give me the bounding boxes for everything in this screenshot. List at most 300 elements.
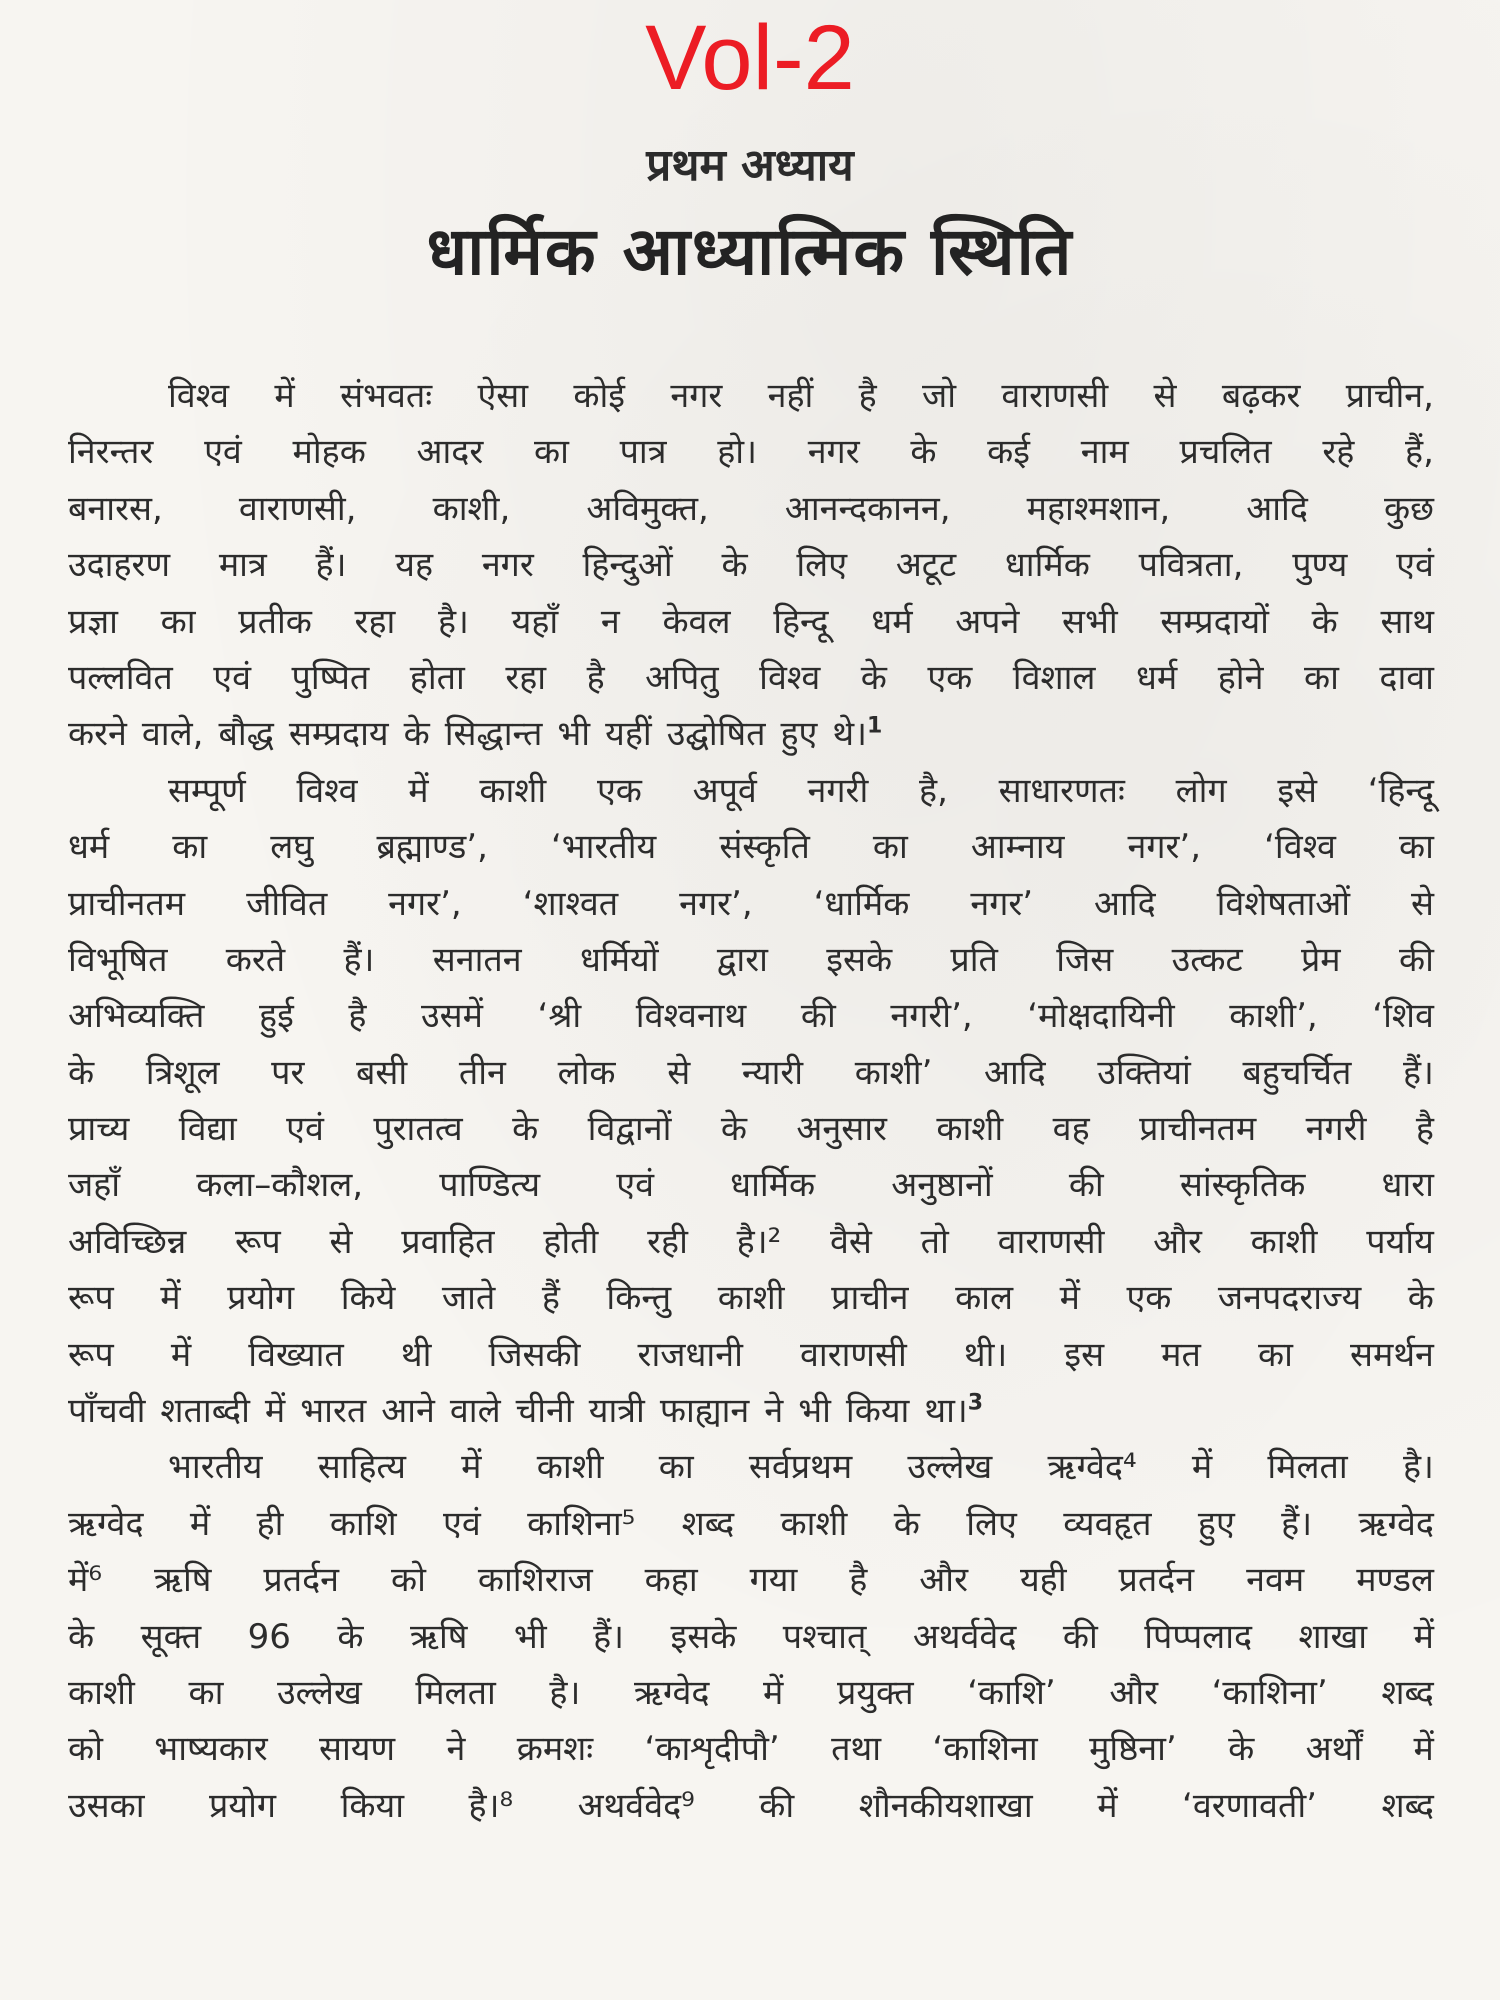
word: राजधानी <box>637 1334 743 1375</box>
word: लिए <box>796 545 848 586</box>
footnote-marker: 1 <box>866 714 883 740</box>
word: पर्याय <box>1366 1221 1434 1262</box>
word: का <box>160 601 196 642</box>
word: आदि <box>984 1052 1046 1093</box>
word: पिप्पलाद <box>1144 1616 1253 1657</box>
word: साथ <box>1380 601 1434 642</box>
word: प्रवाहित <box>401 1221 495 1262</box>
word: थी। <box>963 1334 1008 1375</box>
word: सर्वप्रथम <box>748 1447 853 1488</box>
text-line <box>68 988 1434 1044</box>
word: हुई <box>259 996 294 1037</box>
word: आदि <box>1094 883 1156 924</box>
word: रहा <box>505 657 547 698</box>
text-line <box>68 706 1434 762</box>
word: प्रयोग <box>209 1785 277 1826</box>
word: बहुचर्चित <box>1242 1052 1352 1093</box>
word: ने <box>446 1729 466 1770</box>
word: था।$^3$ <box>924 1390 984 1432</box>
word: से <box>1410 883 1434 924</box>
word: पाँचवी <box>68 1391 146 1432</box>
word: पात्र <box>619 432 667 473</box>
word: ‘काशिना’ <box>1211 1672 1328 1713</box>
word: शताब्दी <box>160 1391 250 1432</box>
word: फाह्यान <box>659 1391 750 1432</box>
word: तो <box>920 1221 949 1262</box>
word: अविमुक्त, <box>586 488 709 529</box>
word: अपितु <box>645 657 719 698</box>
word: ‘शिव <box>1372 996 1434 1037</box>
word: काशी <box>479 770 547 811</box>
word: आदर <box>416 432 484 473</box>
word: शब्द <box>681 1503 735 1544</box>
word: किया <box>845 1391 910 1432</box>
word: पल्लवित <box>68 657 173 698</box>
text-line <box>68 763 1434 819</box>
word: लोग <box>1175 770 1227 811</box>
word: रूप <box>68 1334 114 1375</box>
word: कोई <box>573 376 625 416</box>
word: उल्लेख <box>907 1447 993 1488</box>
word: शब्द <box>1381 1672 1434 1713</box>
word: वैसे <box>830 1221 872 1262</box>
text-line <box>68 1496 1434 1552</box>
word: के <box>337 1616 364 1657</box>
word: समर्थन <box>1350 1334 1434 1375</box>
word: उसमें <box>421 996 483 1037</box>
word: ‘श्री <box>537 996 582 1037</box>
word: नगर’, <box>1127 827 1202 868</box>
word: महाश्मशान, <box>1026 488 1171 529</box>
text-line <box>68 1383 1434 1439</box>
word: है <box>849 1560 868 1601</box>
word: प्रेम <box>1300 939 1341 980</box>
text-line <box>68 819 1434 875</box>
text-line <box>68 1101 1434 1157</box>
word: पुष्पित <box>291 657 370 698</box>
word: और <box>1109 1672 1159 1713</box>
word: प्राचीनतम <box>1139 1109 1257 1150</box>
word: उक्तियां <box>1097 1052 1191 1093</box>
word: वाराणसी, <box>238 488 357 529</box>
word: क्रमशः <box>516 1729 594 1770</box>
word: का <box>533 432 569 473</box>
word: वह <box>1052 1109 1090 1150</box>
word: प्रयुक्त <box>836 1672 914 1713</box>
word: जिस <box>1056 939 1114 980</box>
text-line <box>68 424 1434 480</box>
word: इसे <box>1277 770 1318 811</box>
word: सायण <box>319 1729 396 1770</box>
word: जीवित <box>246 883 328 924</box>
word: है। <box>438 601 469 642</box>
word: ‘काशि’ <box>967 1672 1056 1713</box>
word: भी <box>513 1616 547 1657</box>
word: नगरी <box>807 770 869 811</box>
word: के <box>1407 1278 1434 1319</box>
word: के <box>721 545 748 586</box>
word: एवं <box>1396 545 1434 586</box>
word: सम्पूर्ण <box>168 770 246 811</box>
word: है, <box>919 770 948 811</box>
word: गया <box>749 1560 798 1601</box>
word: है <box>586 657 605 698</box>
word: हो। <box>717 432 757 473</box>
word: सूक्त <box>140 1616 202 1657</box>
word: बनारस, <box>68 488 163 529</box>
word: ब्रह्माण्ड’, <box>376 827 488 868</box>
word: ऋग्वेद <box>1358 1503 1434 1544</box>
word: ऋषि <box>409 1616 468 1657</box>
word: हैं। <box>343 939 375 980</box>
word: इसके <box>826 939 893 980</box>
word: नगर <box>807 432 860 473</box>
word: शाखा <box>1298 1616 1368 1657</box>
word: की <box>1062 1616 1098 1657</box>
word: तथा <box>831 1729 882 1770</box>
word: लघु <box>270 827 314 868</box>
word: हैं। <box>1281 1503 1313 1544</box>
word: मात्र <box>218 545 267 586</box>
chapter-label: प्रथम अध्याय <box>646 140 854 191</box>
word: हैं। <box>1403 1052 1434 1093</box>
word: नहीं <box>767 376 814 416</box>
word: में <box>189 1503 211 1544</box>
word: यहीं <box>605 714 652 755</box>
word: में <box>1413 1729 1434 1770</box>
word: के <box>68 1616 95 1657</box>
word: है <box>1415 1109 1434 1150</box>
word: में <box>408 770 429 811</box>
word: विश्व <box>168 376 230 416</box>
word: आदि <box>1246 488 1308 529</box>
word: धार्मिक <box>730 1165 816 1206</box>
word: धर्म <box>68 827 110 868</box>
word: होता <box>409 657 465 698</box>
word: नाम <box>1080 432 1129 473</box>
text-line <box>68 368 1434 424</box>
word: काशी <box>780 1503 848 1544</box>
word: काशी <box>1250 1221 1318 1262</box>
word: काशी, <box>432 488 511 529</box>
word: काशी <box>717 1278 785 1319</box>
word: का <box>872 827 908 868</box>
word: वाराणसी <box>1001 376 1109 416</box>
word: से <box>329 1221 353 1262</box>
word: पश्चात् <box>782 1616 867 1657</box>
text-line <box>68 1439 1434 1495</box>
word: होती <box>543 1221 599 1262</box>
text-line <box>68 1045 1434 1101</box>
word: आनन्दकानन, <box>784 488 951 529</box>
word: से <box>667 1052 691 1093</box>
word: कला–कौशल, <box>196 1165 364 1206</box>
word: एवं <box>204 432 242 473</box>
word: भी <box>798 1391 831 1432</box>
word: प्राच्य <box>68 1109 130 1150</box>
word: त्रिशूल <box>145 1052 220 1093</box>
word: अथर्ववेद⁹ <box>577 1785 695 1826</box>
word: एवं <box>213 657 252 698</box>
word: सिद्धान्त <box>444 714 543 755</box>
word: को <box>68 1729 103 1770</box>
word: उदाहरण <box>68 545 171 586</box>
word: वाले, <box>141 714 204 755</box>
word: का <box>1399 827 1434 868</box>
word: में <box>1097 1785 1118 1826</box>
word: न्यारी <box>741 1052 804 1093</box>
text-line <box>68 650 1434 706</box>
word: में <box>170 1334 192 1375</box>
word: का <box>1303 657 1339 698</box>
text-line <box>68 1157 1434 1213</box>
text-line <box>68 1327 1434 1383</box>
word: यही <box>1019 1560 1067 1601</box>
word: विभूषित <box>68 939 168 980</box>
word: ने <box>764 1391 784 1432</box>
word: थे।$^1$ <box>832 714 883 755</box>
word: हिन्दुओं <box>582 545 673 586</box>
text-line <box>68 1609 1434 1665</box>
word: का <box>172 827 208 868</box>
word: की <box>1398 939 1434 980</box>
word: काशी <box>536 1447 604 1488</box>
word: मोहक <box>292 432 366 473</box>
word: काशिना⁵ <box>527 1503 636 1544</box>
word: कहा <box>644 1560 698 1601</box>
word: काशी <box>936 1109 1004 1150</box>
word: साहित्य <box>317 1447 406 1488</box>
word: है। <box>549 1672 581 1713</box>
word: विश्व <box>759 657 821 698</box>
word: जिसकी <box>488 1334 581 1375</box>
word: के <box>1311 601 1338 642</box>
text-line <box>68 481 1434 537</box>
word: एवं <box>286 1109 324 1150</box>
word: यहाँ <box>511 601 559 642</box>
word: धर्म <box>871 601 913 642</box>
word: मिलता <box>415 1672 496 1713</box>
word: किया <box>340 1785 405 1826</box>
word: विश्व <box>296 770 358 811</box>
word: सांस्कृतिक <box>1179 1165 1306 1206</box>
word: रूप <box>68 1278 114 1319</box>
word: वाराणसी <box>997 1221 1105 1262</box>
word: में <box>1059 1278 1080 1319</box>
word: द्वारा <box>716 939 768 980</box>
word: ऋग्वेद⁴ <box>1047 1447 1137 1488</box>
word: किये <box>340 1278 396 1319</box>
word: है।⁸ <box>468 1785 514 1826</box>
word: के <box>68 1052 95 1093</box>
text-line <box>68 537 1434 593</box>
word: प्रतर्दन <box>1118 1560 1195 1601</box>
word: नगर <box>481 545 534 586</box>
word: हैं, <box>1405 432 1434 473</box>
word: से <box>1153 376 1177 416</box>
word: की <box>759 1785 795 1826</box>
word: के <box>1228 1729 1255 1770</box>
word: उद्घोषित <box>666 714 766 755</box>
word: ऐसा <box>477 376 529 416</box>
word: वाराणसी <box>799 1334 907 1375</box>
word: अनुसार <box>796 1109 887 1150</box>
word: धार्मिक <box>1004 545 1090 586</box>
word: बसी <box>356 1052 408 1093</box>
word: और <box>1153 1221 1202 1262</box>
word: की <box>800 996 836 1037</box>
word: रहे <box>1322 432 1355 473</box>
word: का <box>1257 1334 1293 1375</box>
word: प्रज्ञा <box>68 601 118 642</box>
word: भाष्यकार <box>154 1729 268 1770</box>
word: पाण्डित्य <box>439 1165 541 1206</box>
word: काशी’ <box>854 1052 933 1093</box>
word: ‘भारतीय <box>550 827 657 868</box>
word: मत <box>1161 1334 1201 1375</box>
word: का <box>658 1447 694 1488</box>
word: हैं। <box>315 545 347 586</box>
word: अविच्छिन्न <box>68 1221 187 1262</box>
text-line <box>68 932 1434 988</box>
word: वाले <box>449 1391 501 1432</box>
word: को <box>391 1560 426 1601</box>
word: अभिव्यक्ति <box>68 996 205 1037</box>
word: प्राचीनतम <box>68 883 186 924</box>
word: हिन्दू <box>773 601 829 642</box>
word: विशेषताओं <box>1216 883 1350 924</box>
chapter-title: धार्मिक आध्यात्मिक स्थिति <box>426 213 1074 290</box>
word: सम्प्रदाय <box>288 714 389 755</box>
word: के <box>403 714 430 755</box>
word: के <box>720 1109 747 1150</box>
word: काशी <box>68 1672 135 1713</box>
word: प्रतीक <box>238 601 312 642</box>
word: है <box>858 376 877 416</box>
text-line <box>68 876 1434 932</box>
word: आम्नाय <box>970 827 1065 868</box>
word: कई <box>987 432 1030 473</box>
word: इसके <box>670 1616 737 1657</box>
word: लिए <box>966 1503 1017 1544</box>
word: और <box>919 1560 968 1601</box>
word: संभवतः <box>340 376 433 416</box>
word: धारा <box>1381 1165 1434 1206</box>
word: ‘धार्मिक <box>813 883 910 924</box>
word: प्राचीन <box>831 1278 909 1319</box>
word: है।² <box>736 1221 782 1262</box>
word: ऋग्वेद <box>68 1503 144 1544</box>
word: अनुष्ठानों <box>891 1165 993 1206</box>
word: नवम <box>1246 1560 1305 1601</box>
word: मण्डल <box>1356 1560 1434 1601</box>
word: लोक <box>557 1052 616 1093</box>
word: के <box>512 1109 539 1150</box>
word: उसका <box>68 1785 145 1826</box>
word: यह <box>395 545 434 586</box>
footnote-marker: 3 <box>967 1390 984 1416</box>
word: ‘शाश्वत <box>522 883 619 924</box>
word: नगर’, <box>388 883 462 924</box>
text-line <box>68 1214 1434 1270</box>
word: एक <box>596 770 642 811</box>
word: में <box>274 376 295 416</box>
word: प्रयोग <box>227 1278 295 1319</box>
word: प्रति <box>950 939 998 980</box>
word: के <box>910 432 937 473</box>
word: धर्मियों <box>579 939 659 980</box>
word: पवित्रता, <box>1138 545 1244 586</box>
word: नगरी <box>1305 1109 1367 1150</box>
word: नगर <box>670 376 723 416</box>
word: हैं <box>541 1278 560 1319</box>
word: कुछ <box>1384 488 1434 529</box>
body-text <box>68 368 1434 1834</box>
word: भी <box>557 714 591 755</box>
word: हुए <box>780 714 818 755</box>
word: केवल <box>662 601 731 642</box>
word: उल्लेख <box>276 1672 362 1713</box>
word: प्रतर्दन <box>263 1560 340 1601</box>
word: एक <box>1126 1278 1172 1319</box>
word: किन्तु <box>606 1278 672 1319</box>
word: ऋग्वेद <box>633 1672 710 1713</box>
word: काशिराज <box>477 1560 593 1601</box>
word: में <box>1191 1447 1213 1488</box>
word: रूप <box>234 1221 281 1262</box>
word: अर्थों <box>1305 1729 1363 1770</box>
word: जहाँ <box>68 1165 121 1206</box>
word: चीनी <box>515 1391 574 1432</box>
word: जो <box>922 376 957 416</box>
word: अटूट <box>895 545 957 586</box>
word: ‘मोक्षदायिनी <box>1027 996 1175 1037</box>
word: भारत <box>300 1391 367 1432</box>
word: में <box>160 1278 181 1319</box>
word: अपूर्व <box>692 770 757 811</box>
word: पर <box>271 1052 305 1093</box>
text-line <box>68 594 1434 650</box>
word: न <box>600 601 620 642</box>
word: का <box>188 1672 224 1713</box>
word: ‘हिन्दू <box>1367 770 1434 811</box>
word: निरन्तर <box>68 432 154 473</box>
text-line <box>68 1778 1434 1834</box>
word: प्रचलित <box>1179 432 1272 473</box>
word: ही <box>256 1503 284 1544</box>
word: तीन <box>458 1052 506 1093</box>
text-line <box>68 1270 1434 1326</box>
word: काल <box>955 1278 1014 1319</box>
word: नगरी’, <box>890 996 973 1037</box>
word: हुए <box>1197 1503 1235 1544</box>
word: उत्कट <box>1171 939 1243 980</box>
word: अथर्ववेद <box>912 1616 1017 1657</box>
word: के <box>893 1503 920 1544</box>
word: में <box>264 1391 286 1432</box>
text-line <box>68 1665 1434 1721</box>
word: सम्प्रदायों <box>1160 601 1269 642</box>
word: सनातन <box>432 939 522 980</box>
word: भारतीय <box>168 1447 263 1488</box>
word: नगर’ <box>970 883 1034 924</box>
word: में <box>763 1672 784 1713</box>
word: मिलता <box>1267 1447 1348 1488</box>
word: धर्म <box>1135 657 1178 698</box>
word: दावा <box>1379 657 1434 698</box>
word: होने <box>1217 657 1264 698</box>
word: प्राचीन, <box>1345 376 1434 416</box>
